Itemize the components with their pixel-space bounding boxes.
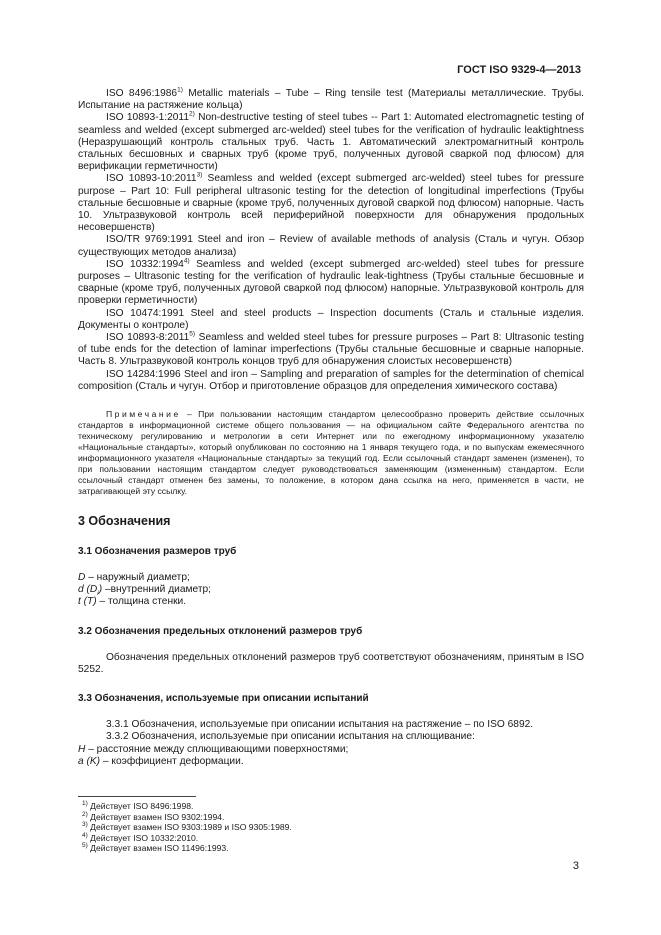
symbol-line xyxy=(78,744,584,756)
footnote-marker: 4) xyxy=(183,257,190,265)
reference-code: ISO 10332:1994 xyxy=(106,258,184,270)
symbol-description: – расстояние между сплющивающими поверхностями; xyxy=(85,743,349,755)
subsection-3-1-heading: 3.1 Обозначения размеров труб xyxy=(78,546,237,558)
reference-text: Non-destructive testing of steel tubes -- Part 1: Automated electromagnetic testing of seamless and welded (except submerged arc-welded) steel tubes for the verification of hydraulic leaktightness (Неразрушающий контроль стальных труб. Часть 1. Автоматический электромагнитный контроль стальных бесшовных и сварных труб (кроме труб, полученных дуговой сваркой под флюсом) для верификации герметичности) xyxy=(78,112,584,173)
symbol-text: d (D xyxy=(78,584,98,596)
symbol: t (T) xyxy=(78,596,97,608)
tube-dimension-symbols xyxy=(78,572,584,609)
symbol-close: ) xyxy=(98,584,103,596)
page-content xyxy=(78,88,584,768)
footnote-text: Действует взамен ISO 11496:1993. xyxy=(87,843,229,854)
page-number: 3 xyxy=(572,860,579,872)
reference-text: Seamless and welded (except submerged arc-welded) steel tubes for pressure purposes – Ultrasonic testing for the verification of hydraulic leak-tightness (Трубы стальные бесшовные и сварные (кроме труб, полученных дуговой сваркой под флюсом) напорные. Ультразвуковой контроль для проверки герметичности) xyxy=(78,258,584,307)
note-text: – При пользовании настоящим стандартом целесообразно проверить действие ссылочных стандартов в информационной системе общего пользования — на официальном сайте Федерального агентства по техническому регулированию и метрологии в сети Интернет или по ежегодному информационному указателю «Национальные стандарты», который опубликован по состоянию на 1 января текущего года, и по выпускам ежемесячного информационного указателя «Национальные стандарты» за текущий год. Если ссылочный стандарт заменен (изменен), то при пользовании настоящим стандартом следует руководствоваться заменяющим (измененным) стандартом. Если ссылочный стандарт отменен без замены, то положение, в котором дана ссылка на него, применяется в части, не затрагивающей эту ссылку. xyxy=(78,409,584,497)
footnote-text: Действует взамен ISO 9302:1994. xyxy=(87,811,225,822)
standard-code-header: ГОСТ ISO 9329-4—2013 xyxy=(457,64,581,76)
reference-item xyxy=(78,234,584,258)
footnote-text: Действует взамен ISO 9303:1989 и ISO 9305:1989. xyxy=(87,822,292,833)
symbol-line xyxy=(78,596,584,608)
reference-text: Steel and iron – Review of available methods of analysis (Сталь и чугун. Обзор существующих методов анализа) xyxy=(78,234,584,258)
reference-text: Steel and iron – Sampling and preparation of samples for the determination of chemical composition (Сталь и чугун. Отбор и приготовление образцов для определения химического состава) xyxy=(78,368,584,392)
symbol-line xyxy=(78,584,584,596)
symbol-description: – наружный диаметр; xyxy=(85,572,190,584)
reference-code: ISO 8496:1986 xyxy=(106,88,178,99)
reference-text: Steel and steel products – Inspection documents (Сталь и стальные изделия. Документы о контроле) xyxy=(78,307,584,331)
symbol-description: –внутренний диаметр; xyxy=(102,584,211,596)
subsection-3-2-heading: 3.2 Обозначения предельных отклонений размеров труб xyxy=(78,625,363,637)
symbol xyxy=(78,584,103,598)
reference-item xyxy=(78,112,584,173)
normative-references-list xyxy=(78,88,584,393)
footnote-mark: 2) xyxy=(82,810,88,818)
symbol-description: – коэффициент деформации. xyxy=(100,755,244,767)
footnote-divider xyxy=(78,796,196,797)
footnote-marker: 2) xyxy=(189,111,195,119)
clause-3-3-1: 3.3.1 Обозначения, используемые при описании испытания на растяжение – по ISO 6892. xyxy=(106,719,534,731)
footnote xyxy=(78,801,292,812)
symbol-line xyxy=(78,572,584,584)
footnote-marker: 1) xyxy=(177,86,183,94)
symbol-line xyxy=(78,756,584,768)
reference-item xyxy=(78,308,584,332)
footnote xyxy=(78,843,292,854)
symbol-subscript: i xyxy=(97,590,99,598)
reference-text: Seamless and welded steel tubes for pressure purposes – Part 8: Ultrasonic testing of tube ends for the detection of laminar imperfections (Трубы стальные бесшовные и сварные напорные. Часть 8. Ультразвуковой контроль концов труб для обнаружения слоистых несовершенств) xyxy=(78,332,584,368)
footnote xyxy=(78,833,292,844)
reference-code: ISO 14284:1996 xyxy=(106,368,181,380)
subsection-3-2-text: Обозначения предельных отклонений размеров труб соответствуют обозначениям, принятым в ISO 5252. xyxy=(78,651,584,675)
subsection-3-3-heading: 3.3 Обозначения, используемые при описании испытаний xyxy=(78,693,369,705)
symbol-description: – толщина стенки. xyxy=(96,596,187,608)
footnote-marker: 3) xyxy=(196,172,203,180)
footnote-mark: 5) xyxy=(82,842,88,850)
footnote-mark: 4) xyxy=(82,831,88,839)
reference-text: Metallic materials – Tube – Ring tensile test (Материалы металлические. Трубы. Испытание на растяжение кольца) xyxy=(78,88,585,112)
note-paragraph xyxy=(78,409,584,497)
reference-item xyxy=(78,369,584,393)
reference-item xyxy=(78,173,584,234)
note-label: Примечание xyxy=(106,409,181,420)
reference-item xyxy=(78,332,584,369)
footnote-mark: 3) xyxy=(82,821,88,829)
reference-code: ISO 10893-10:2011 xyxy=(106,173,197,185)
section-3-heading: 3 Обозначения xyxy=(78,514,171,529)
symbol: a (K) xyxy=(78,755,101,767)
footnote-text: Действует ISO 10332:2010. xyxy=(87,832,199,843)
reference-code: ISO 10893-1:2011 xyxy=(106,112,189,124)
footnotes xyxy=(78,801,292,854)
clause-3-3-2: 3.3.2 Обозначения, используемые при описании испытания на сплющивание: xyxy=(106,731,475,743)
reference-code: ISO 10893-8:2011 xyxy=(106,332,190,344)
symbol: H xyxy=(78,743,86,755)
reference-text: Seamless and welded (except submerged arc-welded) steel tubes for pressure purpose – Part 10: Full peripheral ultrasonic testing for the detection of longitudinal imperfections (Трубы стальные бесшовные и сварные (кроме труб, полученных дуговой сваркой под флюсом) напорные. Часть 10. Ультразвуковой контроль всей периферийной поверхности для обнаружения продольных несовершенств) xyxy=(78,173,584,234)
reference-code: ISO 10474:1991 xyxy=(106,307,184,319)
reference-code: ISO/TR 9769:1991 xyxy=(106,234,193,246)
symbol: D xyxy=(78,572,86,584)
footnote-text: Действует ISO 8496:1998. xyxy=(87,801,194,811)
footnote xyxy=(78,812,292,823)
test-symbols xyxy=(78,719,584,768)
footnote xyxy=(78,822,292,833)
footnote-mark: 1) xyxy=(82,800,88,808)
reference-item xyxy=(78,88,584,112)
footnote-marker: 5) xyxy=(189,330,196,338)
reference-item xyxy=(78,259,584,308)
